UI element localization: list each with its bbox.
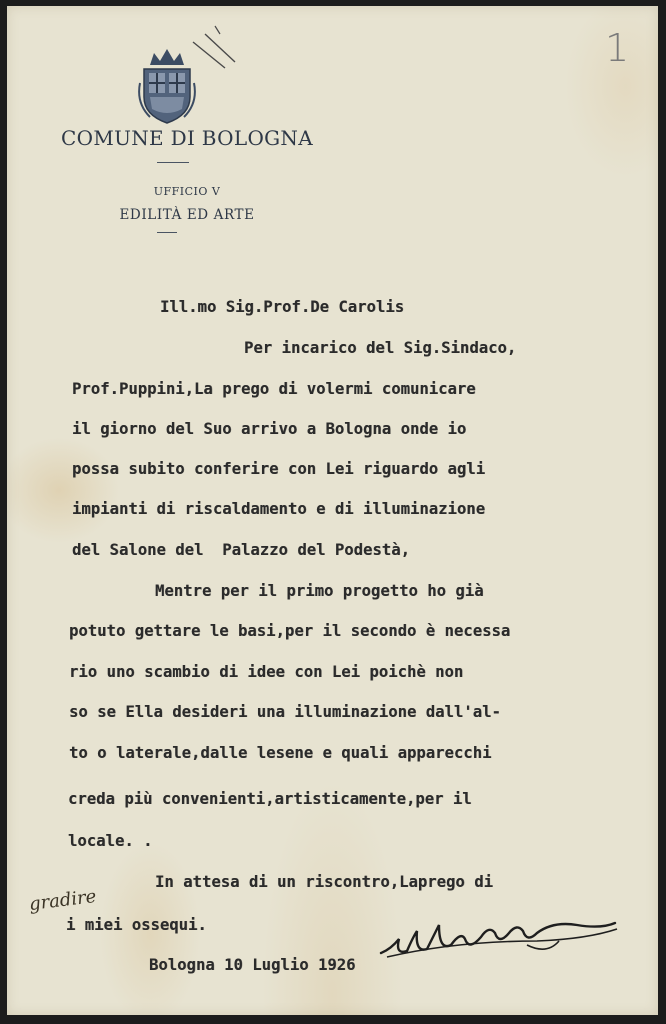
bologna-coat-of-arms-icon bbox=[136, 43, 198, 125]
letter-line: possa subito conferire con Lei riguardo agli bbox=[72, 460, 486, 478]
letter-date: Bologna 10 Luglio 1926 bbox=[149, 956, 356, 974]
letter-line: locale. . bbox=[68, 832, 153, 850]
letter-line: potuto gettare le basi,per il secondo è necessa bbox=[69, 622, 511, 640]
letter-line: In attesa di un riscontro,Laprego di bbox=[155, 873, 493, 891]
letter-line: del Salone del Palazzo del Podestà, bbox=[72, 541, 410, 559]
letter-line: impianti di riscaldamento e di illuminazione bbox=[72, 500, 486, 518]
letter-line: rio uno scambio di idee con Lei poichè non bbox=[69, 663, 464, 681]
letterhead-rule-bottom bbox=[157, 232, 177, 233]
page-number: 1 bbox=[605, 26, 630, 70]
letterhead-comune: COMUNE DI BOLOGNA bbox=[61, 126, 313, 150]
letter-line: so se Ella desideri una illuminazione dall'al- bbox=[69, 703, 501, 721]
letter-line: il giorno del Suo arrivo a Bologna onde io bbox=[72, 420, 467, 438]
letter-line: creda più convenienti,artisticamente,per il bbox=[68, 790, 472, 808]
letter-line: to o laterale,dalle lesene e quali apparecchi bbox=[69, 744, 492, 762]
letterhead-ufficio: UFFICIO V bbox=[153, 185, 221, 198]
letter-line: Prof.Puppini,La prego di volermi comunicare bbox=[72, 380, 476, 398]
letter-page bbox=[7, 6, 658, 1015]
salutation: Ill.mo Sig.Prof.De Carolis bbox=[160, 298, 405, 316]
letter-line: i miei ossequi. bbox=[66, 916, 207, 934]
handwritten-signature bbox=[377, 911, 622, 976]
handwritten-insert: gradire bbox=[27, 885, 98, 916]
letterhead-department: EDILITÀ ED ARTE bbox=[119, 207, 255, 223]
letter-line: Mentre per il primo progetto ho già bbox=[155, 582, 484, 600]
letterhead-rule-top bbox=[157, 162, 189, 163]
letter-line: Per incarico del Sig.Sindaco, bbox=[244, 339, 517, 357]
